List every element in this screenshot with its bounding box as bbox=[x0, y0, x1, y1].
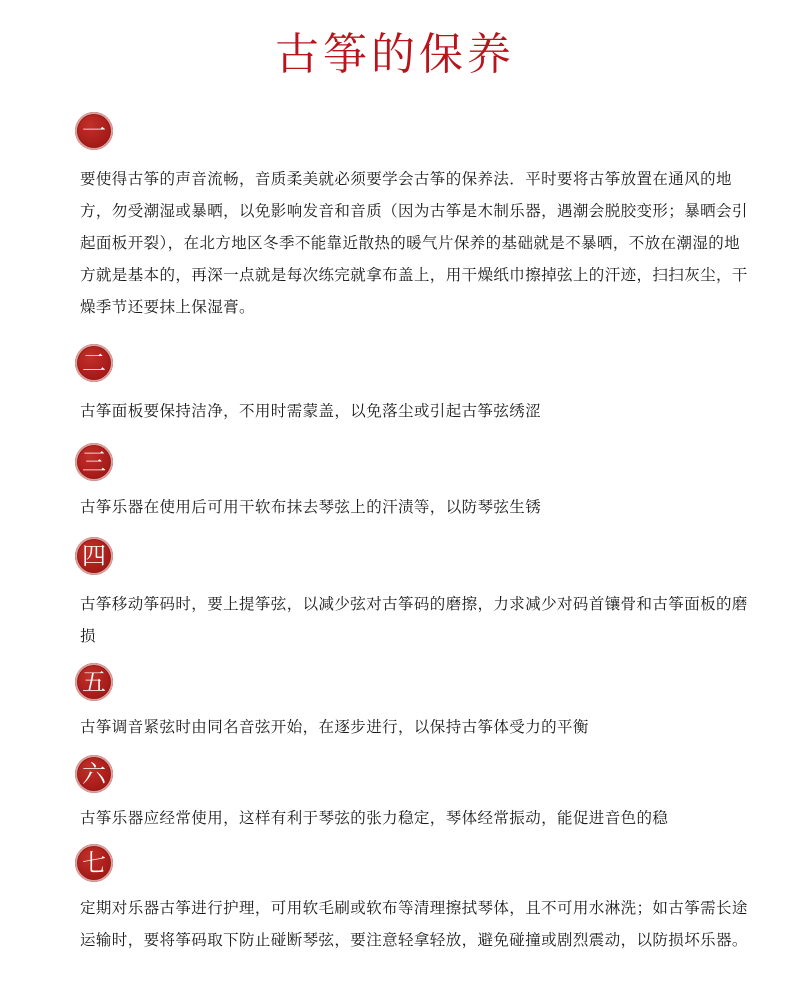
section-number-badge: 一 bbox=[75, 112, 113, 150]
section-number-badge: 六 bbox=[75, 755, 113, 793]
section-number-badge: 五 bbox=[75, 663, 113, 701]
section-number-badge: 二 bbox=[75, 344, 113, 382]
section-paragraph: 古筝乐器应经常使用，这样有利于琴弦的张力稳定，琴体经常振动，能促进音色的稳 bbox=[80, 809, 669, 827]
section-paragraph: 古筝调音紧弦时由同名音弦开始，在逐步进行，以保持古筝体受力的平衡 bbox=[80, 718, 589, 736]
page-title: 古筝的保养 bbox=[275, 29, 515, 80]
section-number-badge: 四 bbox=[75, 537, 113, 575]
section-paragraph: 古筝移动筝码时，要上提筝弦，以减少弦对古筝码的磨擦，力求减少对码首镶骨和古筝面板的磨损 bbox=[80, 595, 748, 645]
section-number-badge: 三 bbox=[75, 443, 113, 481]
section-paragraph: 古筝面板要保持洁净，不用时需蒙盖，以免落尘或引起古筝弦绣涩 bbox=[80, 402, 542, 420]
section-number-badge: 七 bbox=[75, 844, 113, 882]
section-paragraph: 古筝乐器在使用后可用干软布抹去琴弦上的汗渍等，以防琴弦生锈 bbox=[80, 498, 542, 516]
section-paragraph: 定期对乐器古筝进行护理，可用软毛刷或软布等清理擦拭琴体，且不可用水淋洗；如古筝需长途运输时，要将筝码取下防止碰断琴弦，要注意轻拿轻放，避免碰撞或剧烈震动，以防损坏乐器。 bbox=[80, 899, 748, 949]
section-paragraph: 要使得古筝的声音流畅，音质柔美就必须要学会古筝的保养法．平时要将古筝放置在通风的地方，勿受潮湿或暴晒，以免影响发音和音质（因为古筝是木制乐器，遇潮会脱胶变形；暴晒会引起面板开裂），在北方地区冬季不能靠近散热的暖气片保养的基础就是不暴晒，不放在潮湿的地方就是基本的，再深一点就是每次练完就拿布盖上，用干燥纸巾擦掉弦上的汗迹，扫扫灰尘，干燥季节还要抹上保湿膏。 bbox=[80, 170, 748, 316]
